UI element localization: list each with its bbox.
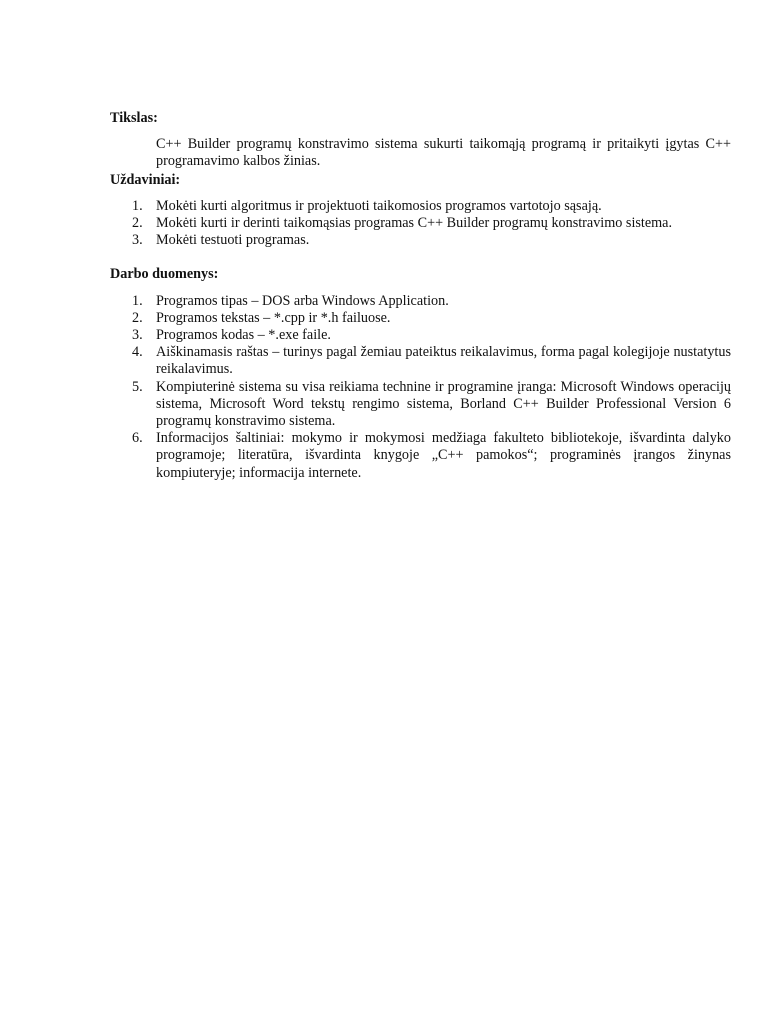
list-item (110, 327, 731, 344)
list-item-text: Mokėti kurti ir derinti taikomąsias programas C++ Builder programų konstravimo sistema. (156, 215, 673, 232)
heading-uzdaviniai: Uždaviniai: (110, 171, 181, 188)
list-item (110, 310, 731, 327)
heading-darbo-duomenys: Darbo duomenys: (110, 266, 219, 283)
list-item (110, 379, 731, 431)
list-number: 4. (132, 344, 143, 361)
list-item (110, 232, 731, 249)
list-number: 3. (132, 327, 143, 344)
list-number: 2. (132, 309, 143, 326)
list-item-text: Programos tipas – DOS arba Windows Application. (156, 292, 449, 309)
list-number: 6. (132, 430, 143, 447)
list-item-text: Programos kodas – *.exe faile. (156, 327, 331, 344)
darbo-duomenys-list (110, 293, 731, 482)
list-item-text: Mokėti kurti algoritmus ir projektuoti taikomosios programos vartotojo sąsają. (156, 197, 602, 214)
list-number: 1. (132, 292, 143, 309)
uzdaviniai-list (110, 198, 731, 250)
tikslas-text: C++ Builder programų konstravimo sistema sukurti taikomąją programą ir pritaikyti įgytas C++ programavimo kalbos žinias. (156, 136, 731, 170)
document-content (110, 110, 731, 482)
list-item-text: Programos tekstas – *.cpp ir *.h failuose. (156, 309, 391, 326)
list-number: 1. (132, 197, 143, 214)
list-item-text: Aiškinamasis raštas – turinys pagal žemiau pateiktus reikalavimus, forma pagal kolegijoje nustatytus reikalavimus. (156, 344, 731, 378)
list-item (110, 215, 731, 232)
list-item-text: Kompiuterinė sistema su visa reikiama technine ir programine įranga: Microsoft Windows operacijų sistema, Microsoft Word tekstų rengimo sistema, Borland C++ Builder Professional Version 6 programų konstravimo sistema. (156, 378, 731, 430)
heading-tikslas: Tikslas: (110, 110, 158, 126)
list-item-text: Mokėti testuoti programas. (156, 232, 310, 249)
list-item-text: Informacijos šaltiniai: mokymo ir mokymosi medžiaga fakulteto bibliotekoje, išvardinta dalyko programoje; literatūra, išvardinta knygoje „C++ pamokos“; programinės įrangos žinynas kompiuteryje; informacija internete. (156, 430, 731, 481)
list-number: 2. (132, 215, 143, 232)
list-number: 3. (132, 232, 143, 249)
list-item (110, 430, 731, 482)
list-item (110, 344, 731, 378)
list-number: 5. (132, 378, 143, 395)
list-item (110, 293, 731, 310)
list-item (110, 198, 731, 215)
